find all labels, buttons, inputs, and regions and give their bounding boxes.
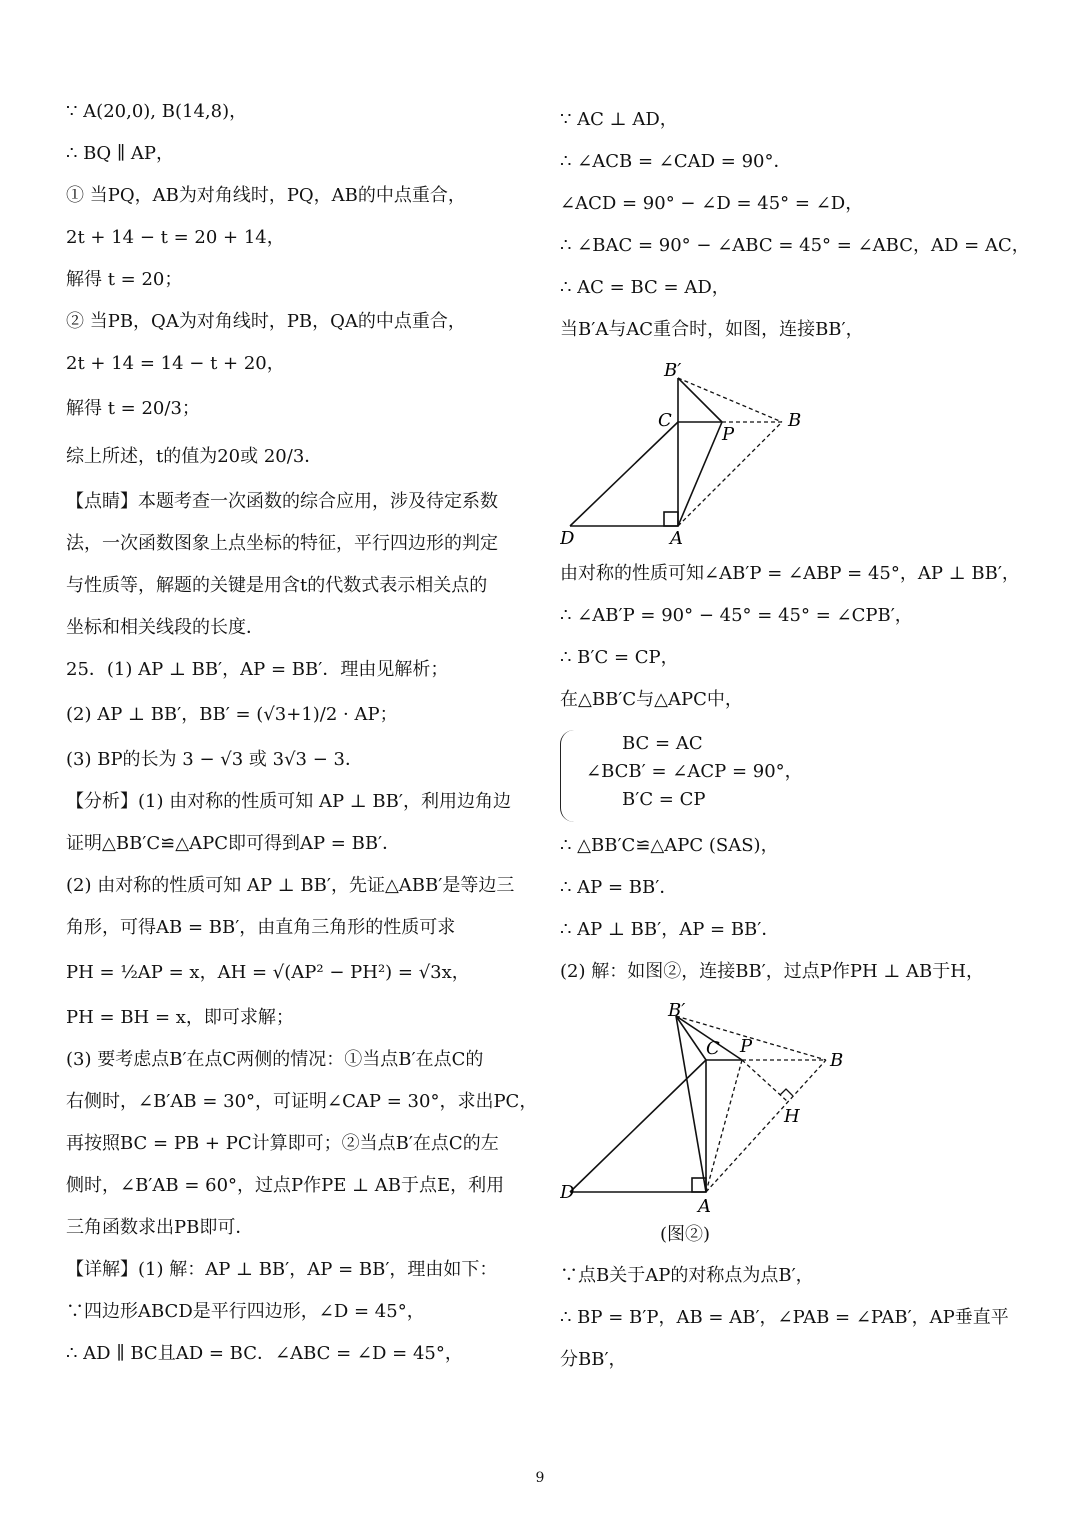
text-line: ∠ACD = 90° − ∠D = 45° = ∠D，: [560, 193, 864, 214]
equation-row: B′C = CP: [622, 789, 706, 810]
text-line: ∴ △BB′C≌△APC (SAS)，: [560, 835, 779, 856]
line-d-c: [570, 1060, 706, 1192]
text-line: ② 当PB，QA为对角线时，PB，QA的中点重合，: [66, 311, 466, 332]
label-b: B: [830, 1050, 844, 1071]
line-a-b: [706, 1060, 826, 1192]
text-line: 【详解】(1) 解：AP ⊥ BB′，AP = BB′，理由如下：: [66, 1259, 498, 1280]
text-line: (3) 要考虑点B′在点C两侧的情况：①当点B′在点C的: [66, 1049, 484, 1070]
text-line: ∴ B′C = CP，: [560, 647, 679, 668]
text-line: ∴ ∠ACB = ∠CAD = 90°．: [560, 151, 792, 172]
text-line: (2) AP ⊥ BB′，BB′ = (√3+1)/2 · AP；: [66, 704, 398, 725]
page-number: 9: [535, 1470, 545, 1486]
label-h: H: [784, 1106, 800, 1127]
text-line: 右侧时，∠B′AB = 30°，可证明∠CAP = 30°，求出PC，: [66, 1091, 538, 1112]
text-line: PH = BH = x，即可求解；: [66, 1007, 294, 1028]
label-a: A: [698, 1196, 711, 1214]
label-c: C: [706, 1038, 720, 1059]
line-bprime-a: [676, 1016, 706, 1192]
text-line: 在△BB′C与△APC中，: [560, 689, 743, 710]
text-line: 25．(1) AP ⊥ BB′，AP = BB′．理由见解析；: [66, 659, 449, 680]
right-angle-mark-h: [780, 1089, 793, 1096]
text-line: 综上所述，t的值为20或 20/3．: [66, 446, 323, 467]
text-line: 解得 t = 20；: [66, 269, 183, 290]
text-line: ∴ ∠BAC = 90° − ∠ABC = 45° = ∠ABC，AD = AC，: [560, 235, 1030, 256]
text-line: 【分析】(1) 由对称的性质可知 AP ⊥ BB′，利用边角边: [66, 791, 511, 812]
equation-system: [560, 730, 1030, 814]
figure-1-diagram: [560, 360, 820, 548]
text-line: ∴ AD ∥ BC且AD = BC．∠ABC = ∠D = 45°，: [66, 1343, 463, 1364]
label-p: P: [740, 1036, 753, 1057]
text-line: ∴ AC = BC = AD，: [560, 277, 730, 298]
text-line: ∵点B关于AP的对称点为点B′，: [560, 1265, 814, 1286]
text-line: 2t + 14 − t = 20 + 14，: [66, 227, 285, 248]
text-line: ∴ BQ ∥ AP，: [66, 143, 175, 164]
text-line: 由对称的性质可知∠AB′P = ∠ABP = 45°，AP ⊥ BB′，: [560, 563, 1020, 584]
text-line: (2) 解：如图②，连接BB′，过点P作PH ⊥ AB于H，: [560, 961, 984, 982]
text-line: 再按照BC = PB + PC计算即可；②当点B′在点C的左: [66, 1133, 499, 1154]
text-line: 2t + 14 = 14 − t + 20，: [66, 353, 285, 374]
text-line: 解得 t = 20/3；: [66, 398, 200, 419]
line-p-a: [678, 422, 722, 526]
right-angle-mark: [664, 512, 678, 526]
label-c: C: [658, 410, 672, 431]
text-line: ∴ BP = B′P，AB = AB′，∠PAB = ∠PAB′，AP垂直平: [560, 1307, 1009, 1328]
left-brace: [560, 730, 577, 822]
text-line: ∵四边形ABCD是平行四边形，∠D = 45°，: [66, 1301, 425, 1322]
text-line: 分BB′，: [560, 1349, 627, 1370]
line-p-h: [742, 1060, 788, 1102]
text-line: ∴ ∠AB′P = 90° − 45° = 45° = ∠CPB′，: [560, 605, 913, 626]
equation-row: BC = AC: [622, 733, 703, 754]
line-d-c: [570, 422, 678, 526]
text-line: (3) BP的长为 3 − √3 或 3√3 − 3．: [66, 749, 363, 770]
text-line: 证明△BB′C≌△APC即可得到AP = BB′．: [66, 833, 401, 854]
left-column: [66, 100, 536, 1384]
text-line: ∴ AP = BB′．: [560, 877, 678, 898]
text-line: 坐标和相关线段的长度．: [66, 617, 264, 638]
text-line: ∵ A(20,0), B(14,8)，: [66, 101, 248, 122]
text-line: 【点睛】本题考查一次函数的综合应用，涉及待定系数: [66, 491, 498, 512]
line-p-a: [706, 1060, 742, 1192]
label-a: A: [670, 528, 683, 548]
text-line: ∵ AC ⊥ AD，: [560, 109, 678, 130]
label-d: D: [560, 1182, 575, 1203]
label-b: B: [788, 410, 802, 431]
label-b-prime: B′: [668, 1002, 686, 1021]
figure-2-diagram: [560, 1002, 860, 1214]
text-line: (2) 由对称的性质可知 AP ⊥ BB′，先证△ABB′是等边三: [66, 875, 515, 896]
text-line: ① 当PQ，AB为对角线时，PQ，AB的中点重合，: [66, 185, 466, 206]
text-line: 三角函数求出PB即可．: [66, 1217, 254, 1238]
text-line: 当B′A与AC重合时，如图，连接BB′，: [560, 319, 864, 340]
text-line: 与性质等，解题的关键是用含t的代数式表示相关点的: [66, 575, 488, 596]
text-line: PH = ½AP = x，AH = √(AP² − PH²) = √3x，: [66, 962, 470, 983]
line-bprime-p: [678, 378, 722, 422]
text-line: 法，一次函数图象上点坐标的特征，平行四边形的判定: [66, 533, 498, 554]
label-b-prime: B′: [664, 360, 682, 381]
label-d: D: [560, 528, 575, 548]
text-line: 角形，可得AB = BB′，由直角三角形的性质可求: [66, 917, 456, 938]
label-p: P: [722, 424, 735, 445]
equation-row: ∠BCB′ = ∠ACP = 90°，: [586, 761, 803, 782]
figure-caption: (图②): [660, 1224, 711, 1245]
right-column: [560, 108, 1030, 1390]
line-bprime-b: [678, 378, 782, 422]
text-line: 侧时，∠B′AB = 60°，过点P作PE ⊥ AB于点E，利用: [66, 1175, 505, 1196]
text-line: ∴ AP ⊥ BB′，AP = BB′．: [560, 919, 780, 940]
